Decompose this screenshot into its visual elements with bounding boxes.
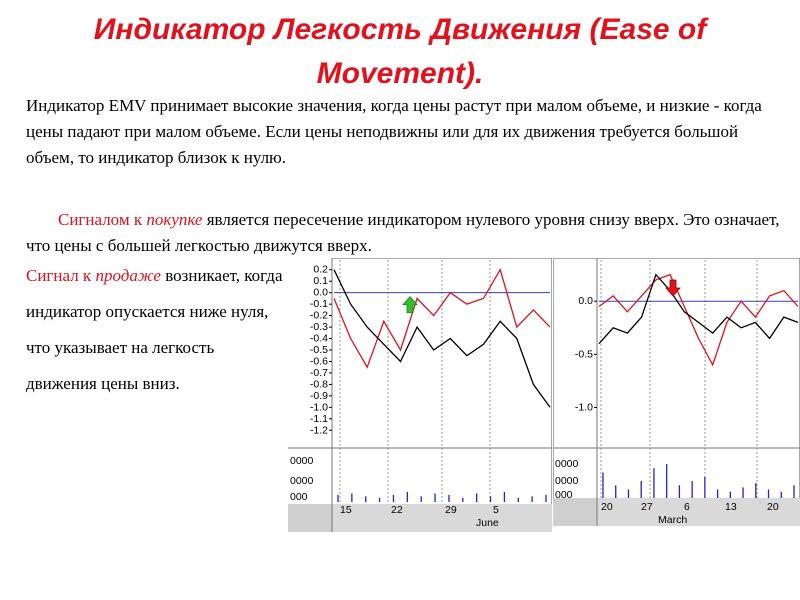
x-tick-label: 20 (767, 501, 779, 513)
sell-text: возникает, когда индикатор опускается ниже нуля, что указывает на легкость движения цены вниз. (26, 266, 283, 393)
x-tick-label: 29 (445, 504, 457, 516)
y-tick-label: -1.2 (309, 424, 328, 437)
x-month-label: March (658, 514, 688, 526)
y-tick-label: -0.6 (309, 355, 328, 368)
volume-tick-label: 000 (555, 489, 573, 501)
x-month-label: June (476, 517, 499, 529)
y-tick-label: 0.0 (313, 286, 328, 299)
sell-word: продаже (95, 266, 161, 285)
paragraph-signals (26, 207, 781, 259)
signal-label: Сигналом к (58, 210, 143, 229)
y-tick-label: -0.5 (309, 344, 328, 356)
paragraph-sell (26, 258, 288, 402)
y-tick-label: -0.9 (309, 389, 328, 402)
x-tick-label: 5 (493, 504, 499, 516)
sell-label: Сигнал к (26, 266, 92, 285)
y-tick-label: 0.1 (313, 275, 328, 288)
y-tick-label: -0.4 (309, 332, 328, 345)
volume-tick-label: 0000 (555, 475, 579, 487)
x-tick-label: 15 (340, 504, 352, 516)
y-tick-label: -0.5 (574, 348, 593, 361)
x-tick-label: 6 (684, 501, 690, 513)
volume-tick-label: 0000 (555, 458, 579, 470)
y-tick-label: -0.7 (309, 366, 328, 379)
y-tick-label: -0.2 (309, 309, 328, 322)
x-tick-label: 20 (601, 501, 613, 513)
y-tick-label: -1.0 (574, 401, 593, 414)
emv-chart-march (553, 258, 800, 526)
buy-text: является пересечение индикатором нулевого уровня снизу вверх. Это означает, что цены с большей легкостью движутся вверх. (26, 210, 780, 255)
volume-tick-label: 0000 (290, 475, 314, 487)
volume-tick-label: 000 (290, 491, 308, 503)
volume-tick-label: 0000 (290, 455, 314, 467)
y-tick-label: 0.0 (578, 295, 593, 308)
slide-title: Индикатор Легкость Движения (Ease of Movement). (93, 13, 707, 90)
paragraph-description: Индикатор EMV принимает высокие значения, когда цены растут при малом объеме, и низкие - когда цены падают при малом объеме. Если цены неподвижны или для их движения требуется большой объем, то индикатор близок к нулю. (26, 96, 762, 167)
emv-chart-june (288, 258, 552, 532)
y-tick-label: -0.3 (309, 321, 328, 334)
x-tick-label: 13 (725, 501, 737, 513)
y-tick-label: -0.1 (309, 298, 328, 311)
y-tick-label: -0.8 (309, 378, 328, 391)
x-tick-label: 22 (391, 504, 403, 516)
y-tick-label: -1.0 (309, 401, 328, 414)
y-tick-label: 0.2 (313, 263, 328, 276)
y-tick-label: -1.1 (309, 412, 328, 425)
buy-word: покупке (146, 210, 203, 229)
x-tick-label: 27 (641, 501, 653, 513)
